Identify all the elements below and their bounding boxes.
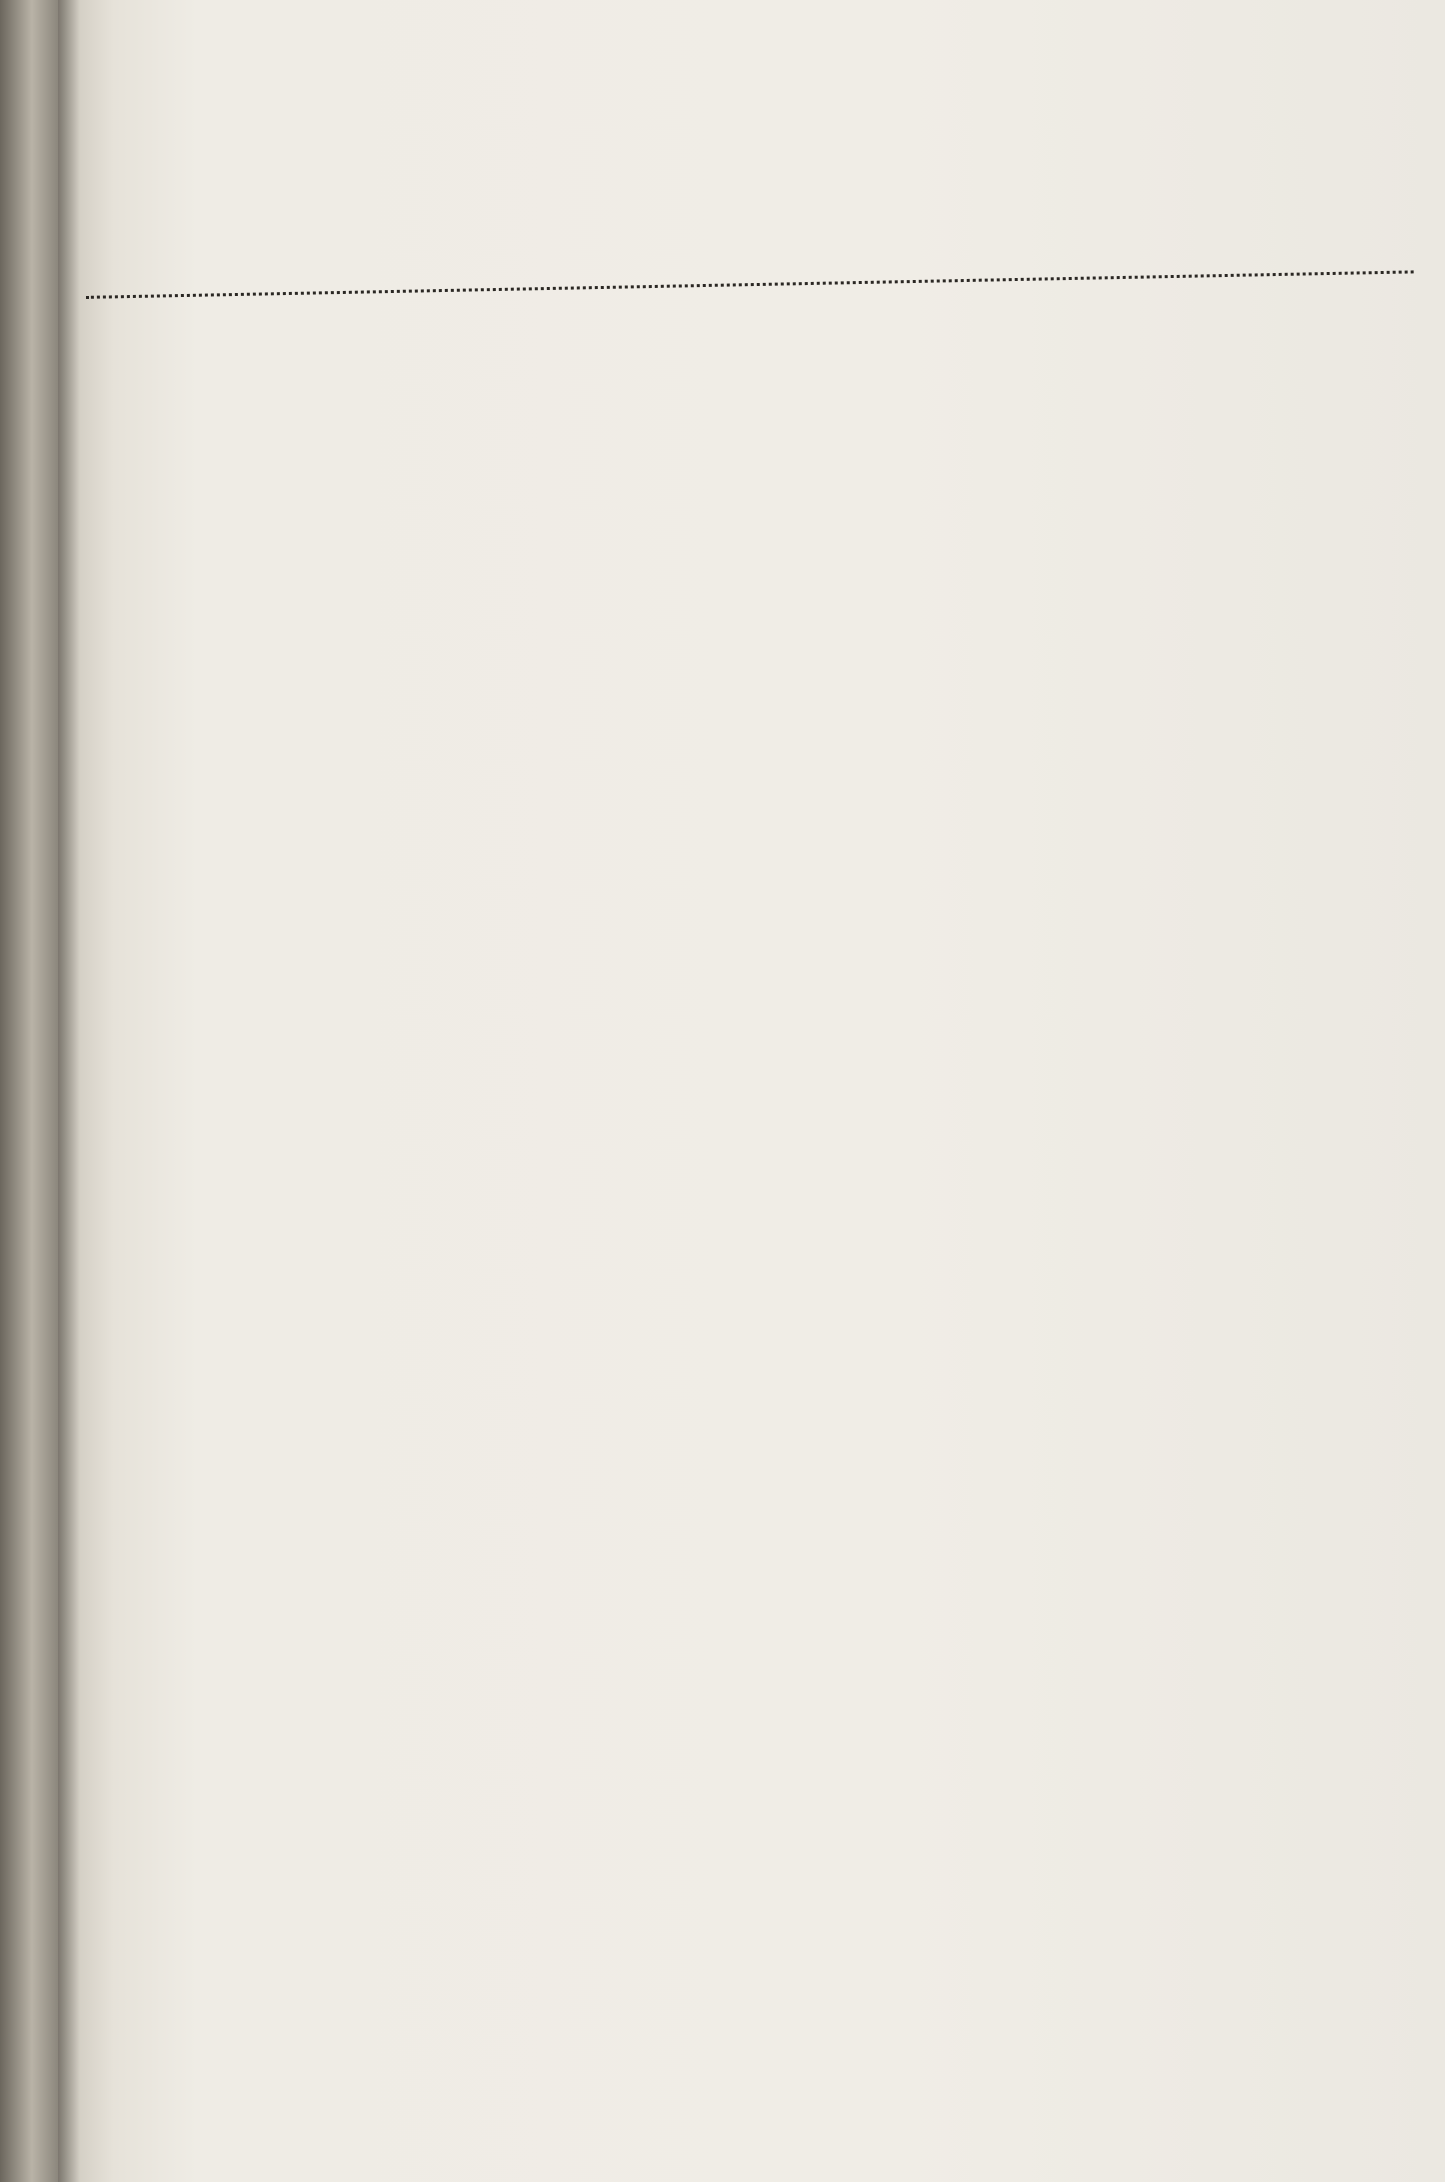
dot-leader: [86, 270, 1414, 298]
previous-page-edge: [0, 0, 58, 2182]
section-heading: [80, 270, 1420, 309]
gutter-shadow: [58, 0, 80, 2182]
table-of-illustrations: [80, 24, 1430, 2124]
